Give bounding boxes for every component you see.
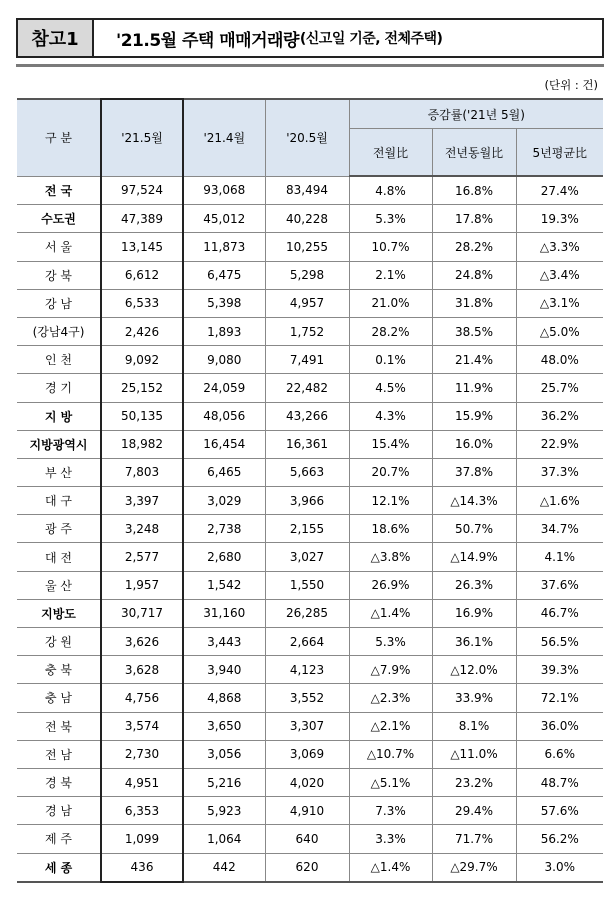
prev-year-cell: 4,910 — [265, 797, 349, 825]
header-yoy: 전년동월比 — [432, 129, 516, 177]
yoy-cell: △14.9% — [432, 543, 516, 571]
prev-month-cell: 5,216 — [183, 768, 265, 796]
cur-cell: 1,957 — [101, 571, 183, 599]
yoy-cell: 28.2% — [432, 233, 516, 261]
prev-month-cell: 2,738 — [183, 515, 265, 543]
region-cell: 부 산 — [17, 458, 101, 486]
avg5-cell: 57.6% — [516, 797, 603, 825]
cur-cell: 25,152 — [101, 374, 183, 402]
title-tag: 참고1 — [18, 20, 94, 56]
yoy-cell: 37.8% — [432, 458, 516, 486]
table-row — [17, 797, 603, 825]
table-row — [17, 458, 603, 486]
prev-year-cell: 83,494 — [265, 176, 349, 205]
mom-cell: 2.1% — [349, 261, 432, 289]
region-cell: 경 북 — [17, 768, 101, 796]
prev-year-cell: 43,266 — [265, 402, 349, 430]
title-main-text: '21.5월 주택 매매거래량 — [116, 30, 299, 51]
prev-month-cell: 31,160 — [183, 599, 265, 627]
avg5-cell: △3.1% — [516, 289, 603, 317]
table-row — [17, 233, 603, 261]
table-row — [17, 515, 603, 543]
yoy-cell: △11.0% — [432, 740, 516, 768]
region-cell: 대 전 — [17, 543, 101, 571]
mom-cell: 15.4% — [349, 430, 432, 458]
prev-year-cell: 4,123 — [265, 656, 349, 684]
prev-month-cell: 1,064 — [183, 825, 265, 853]
avg5-cell: 22.9% — [516, 430, 603, 458]
prev-year-cell: 2,664 — [265, 628, 349, 656]
yoy-cell: 17.8% — [432, 205, 516, 233]
table-row — [17, 628, 603, 656]
prev-year-cell: 10,255 — [265, 233, 349, 261]
cur-cell: 2,730 — [101, 740, 183, 768]
prev-month-cell: 1,893 — [183, 317, 265, 345]
cur-cell: 6,533 — [101, 289, 183, 317]
prev-month-cell: 6,475 — [183, 261, 265, 289]
mom-cell: △2.1% — [349, 712, 432, 740]
prev-month-cell: 11,873 — [183, 233, 265, 261]
region-cell: 대 구 — [17, 487, 101, 515]
cur-cell: 7,803 — [101, 458, 183, 486]
avg5-cell: 56.5% — [516, 628, 603, 656]
prev-year-cell: 22,482 — [265, 374, 349, 402]
prev-year-cell: 1,752 — [265, 317, 349, 345]
yoy-cell: 21.4% — [432, 346, 516, 374]
table-row — [17, 205, 603, 233]
table-row — [17, 853, 603, 882]
avg5-cell: 39.3% — [516, 656, 603, 684]
yoy-cell: 16.0% — [432, 430, 516, 458]
cur-cell: 6,353 — [101, 797, 183, 825]
yoy-cell: 38.5% — [432, 317, 516, 345]
prev-year-cell: 3,552 — [265, 684, 349, 712]
table-row — [17, 317, 603, 345]
prev-month-cell: 3,650 — [183, 712, 265, 740]
prev-year-cell: 40,228 — [265, 205, 349, 233]
prev-month-cell: 5,923 — [183, 797, 265, 825]
prev-year-cell: 620 — [265, 853, 349, 882]
header-cur: '21.5월 — [101, 99, 183, 176]
cur-cell: 3,248 — [101, 515, 183, 543]
yoy-cell: 16.9% — [432, 599, 516, 627]
cur-cell: 4,756 — [101, 684, 183, 712]
mom-cell: 0.1% — [349, 346, 432, 374]
table-row — [17, 740, 603, 768]
avg5-cell: 4.1% — [516, 543, 603, 571]
cur-cell: 18,982 — [101, 430, 183, 458]
cur-cell: 30,717 — [101, 599, 183, 627]
header-avg5: 5년평균比 — [516, 129, 603, 177]
mom-cell: △1.4% — [349, 853, 432, 882]
avg5-cell: 56.2% — [516, 825, 603, 853]
mom-cell: 4.5% — [349, 374, 432, 402]
cur-cell: 9,092 — [101, 346, 183, 374]
prev-year-cell: 3,027 — [265, 543, 349, 571]
prev-year-cell: 5,663 — [265, 458, 349, 486]
prev-year-cell: 1,550 — [265, 571, 349, 599]
yoy-cell: 50.7% — [432, 515, 516, 543]
region-cell: 전 북 — [17, 712, 101, 740]
yoy-cell: △29.7% — [432, 853, 516, 882]
table-row — [17, 825, 603, 853]
prev-year-cell: 4,020 — [265, 768, 349, 796]
region-cell: 지방광역시 — [17, 430, 101, 458]
prev-year-cell: 3,307 — [265, 712, 349, 740]
unit-label: (단위 : 건) — [544, 78, 598, 92]
mom-cell: 12.1% — [349, 487, 432, 515]
yoy-cell: 29.4% — [432, 797, 516, 825]
prev-month-cell: 48,056 — [183, 402, 265, 430]
region-cell: 강 북 — [17, 261, 101, 289]
title-divider — [16, 64, 604, 67]
yoy-cell: 33.9% — [432, 684, 516, 712]
avg5-cell: △3.4% — [516, 261, 603, 289]
cur-cell: 3,574 — [101, 712, 183, 740]
region-cell: 세 종 — [17, 853, 101, 882]
prev-month-cell: 93,068 — [183, 176, 265, 205]
yoy-cell: 11.9% — [432, 374, 516, 402]
region-cell: 수도권 — [17, 205, 101, 233]
mom-cell: 3.3% — [349, 825, 432, 853]
mom-cell: 10.7% — [349, 233, 432, 261]
avg5-cell: 6.6% — [516, 740, 603, 768]
region-cell: 광 주 — [17, 515, 101, 543]
region-cell: 강 원 — [17, 628, 101, 656]
prev-month-cell: 3,443 — [183, 628, 265, 656]
avg5-cell: △1.6% — [516, 487, 603, 515]
table-row — [17, 599, 603, 627]
avg5-cell: 37.3% — [516, 458, 603, 486]
cur-cell: 436 — [101, 853, 183, 882]
region-cell: 울 산 — [17, 571, 101, 599]
title-box — [16, 18, 604, 58]
title-sub-text: (신고일 기준, 전체주택) — [299, 31, 443, 47]
region-cell: 경 남 — [17, 797, 101, 825]
mom-cell: △3.8% — [349, 543, 432, 571]
avg5-cell: 25.7% — [516, 374, 603, 402]
yoy-cell: 23.2% — [432, 768, 516, 796]
cur-cell: 47,389 — [101, 205, 183, 233]
avg5-cell: 19.3% — [516, 205, 603, 233]
avg5-cell: 46.7% — [516, 599, 603, 627]
header-prev-month: '21.4월 — [183, 99, 265, 176]
prev-year-cell: 4,957 — [265, 289, 349, 317]
prev-month-cell: 1,542 — [183, 571, 265, 599]
region-cell: 강 남 — [17, 289, 101, 317]
avg5-cell: 36.0% — [516, 712, 603, 740]
table-row — [17, 261, 603, 289]
table-row — [17, 712, 603, 740]
prev-month-cell: 2,680 — [183, 543, 265, 571]
prev-month-cell: 16,454 — [183, 430, 265, 458]
cur-cell: 1,099 — [101, 825, 183, 853]
mom-cell: △7.9% — [349, 656, 432, 684]
avg5-cell: 34.7% — [516, 515, 603, 543]
mom-cell: 7.3% — [349, 797, 432, 825]
mom-cell: △1.4% — [349, 599, 432, 627]
avg5-cell: 72.1% — [516, 684, 603, 712]
avg5-cell: △3.3% — [516, 233, 603, 261]
region-cell: 전 남 — [17, 740, 101, 768]
region-cell: 지 방 — [17, 402, 101, 430]
prev-month-cell: 442 — [183, 853, 265, 882]
mom-cell: 20.7% — [349, 458, 432, 486]
yoy-cell: 36.1% — [432, 628, 516, 656]
mom-cell: 26.9% — [349, 571, 432, 599]
region-cell: 인 천 — [17, 346, 101, 374]
table-row — [17, 402, 603, 430]
table-row — [17, 430, 603, 458]
region-cell: 서 울 — [17, 233, 101, 261]
prev-year-cell: 5,298 — [265, 261, 349, 289]
table-row — [17, 289, 603, 317]
region-cell: 제 주 — [17, 825, 101, 853]
table-row — [17, 487, 603, 515]
cur-cell: 50,135 — [101, 402, 183, 430]
yoy-cell: 15.9% — [432, 402, 516, 430]
region-cell: 전 국 — [17, 176, 101, 205]
yoy-cell: 71.7% — [432, 825, 516, 853]
mom-cell: △2.3% — [349, 684, 432, 712]
mom-cell: 18.6% — [349, 515, 432, 543]
yoy-cell: 24.8% — [432, 261, 516, 289]
avg5-cell: 3.0% — [516, 853, 603, 882]
mom-cell: 21.0% — [349, 289, 432, 317]
avg5-cell: 48.0% — [516, 346, 603, 374]
mom-cell: △5.1% — [349, 768, 432, 796]
prev-month-cell: 4,868 — [183, 684, 265, 712]
prev-month-cell: 5,398 — [183, 289, 265, 317]
prev-year-cell: 3,069 — [265, 740, 349, 768]
prev-year-cell: 7,491 — [265, 346, 349, 374]
cur-cell: 6,612 — [101, 261, 183, 289]
cur-cell: 13,145 — [101, 233, 183, 261]
prev-year-cell: 640 — [265, 825, 349, 853]
prev-year-cell: 16,361 — [265, 430, 349, 458]
header-mom: 전월比 — [349, 129, 432, 177]
prev-month-cell: 3,940 — [183, 656, 265, 684]
mom-cell: △10.7% — [349, 740, 432, 768]
cur-cell: 2,426 — [101, 317, 183, 345]
cur-cell: 2,577 — [101, 543, 183, 571]
mom-cell: 5.3% — [349, 628, 432, 656]
mom-cell: 4.8% — [349, 176, 432, 205]
prev-year-cell: 3,966 — [265, 487, 349, 515]
yoy-cell: △14.3% — [432, 487, 516, 515]
avg5-cell: 27.4% — [516, 176, 603, 205]
table-row — [17, 176, 603, 205]
avg5-cell: △5.0% — [516, 317, 603, 345]
header-change-group: 증감률('21년 5월) — [349, 99, 603, 129]
table-row — [17, 656, 603, 684]
table-row — [17, 543, 603, 571]
avg5-cell: 48.7% — [516, 768, 603, 796]
cur-cell: 3,626 — [101, 628, 183, 656]
cur-cell: 97,524 — [101, 176, 183, 205]
yoy-cell: 8.1% — [432, 712, 516, 740]
prev-month-cell: 3,056 — [183, 740, 265, 768]
region-cell: (강남4구) — [17, 317, 101, 345]
cur-cell: 3,397 — [101, 487, 183, 515]
avg5-cell: 36.2% — [516, 402, 603, 430]
cur-cell: 4,951 — [101, 768, 183, 796]
region-cell: 경 기 — [17, 374, 101, 402]
prev-year-cell: 26,285 — [265, 599, 349, 627]
yoy-cell: 31.8% — [432, 289, 516, 317]
region-cell: 충 남 — [17, 684, 101, 712]
region-cell: 지방도 — [17, 599, 101, 627]
mom-cell: 28.2% — [349, 317, 432, 345]
region-cell: 충 북 — [17, 656, 101, 684]
prev-year-cell: 2,155 — [265, 515, 349, 543]
prev-month-cell: 3,029 — [183, 487, 265, 515]
mom-cell: 5.3% — [349, 205, 432, 233]
prev-month-cell: 6,465 — [183, 458, 265, 486]
header-region: 구 분 — [17, 99, 101, 176]
table-row — [17, 684, 603, 712]
mom-cell: 4.3% — [349, 402, 432, 430]
page-title — [94, 20, 442, 56]
table-row — [17, 374, 603, 402]
yoy-cell: 16.8% — [432, 176, 516, 205]
yoy-cell: △12.0% — [432, 656, 516, 684]
prev-month-cell: 9,080 — [183, 346, 265, 374]
avg5-cell: 37.6% — [516, 571, 603, 599]
yoy-cell: 26.3% — [432, 571, 516, 599]
prev-month-cell: 24,059 — [183, 374, 265, 402]
cur-cell: 3,628 — [101, 656, 183, 684]
table-row — [17, 571, 603, 599]
header-prev-year: '20.5월 — [265, 99, 349, 176]
transaction-table — [17, 98, 603, 883]
prev-month-cell: 45,012 — [183, 205, 265, 233]
table-row — [17, 346, 603, 374]
table-row — [17, 768, 603, 796]
